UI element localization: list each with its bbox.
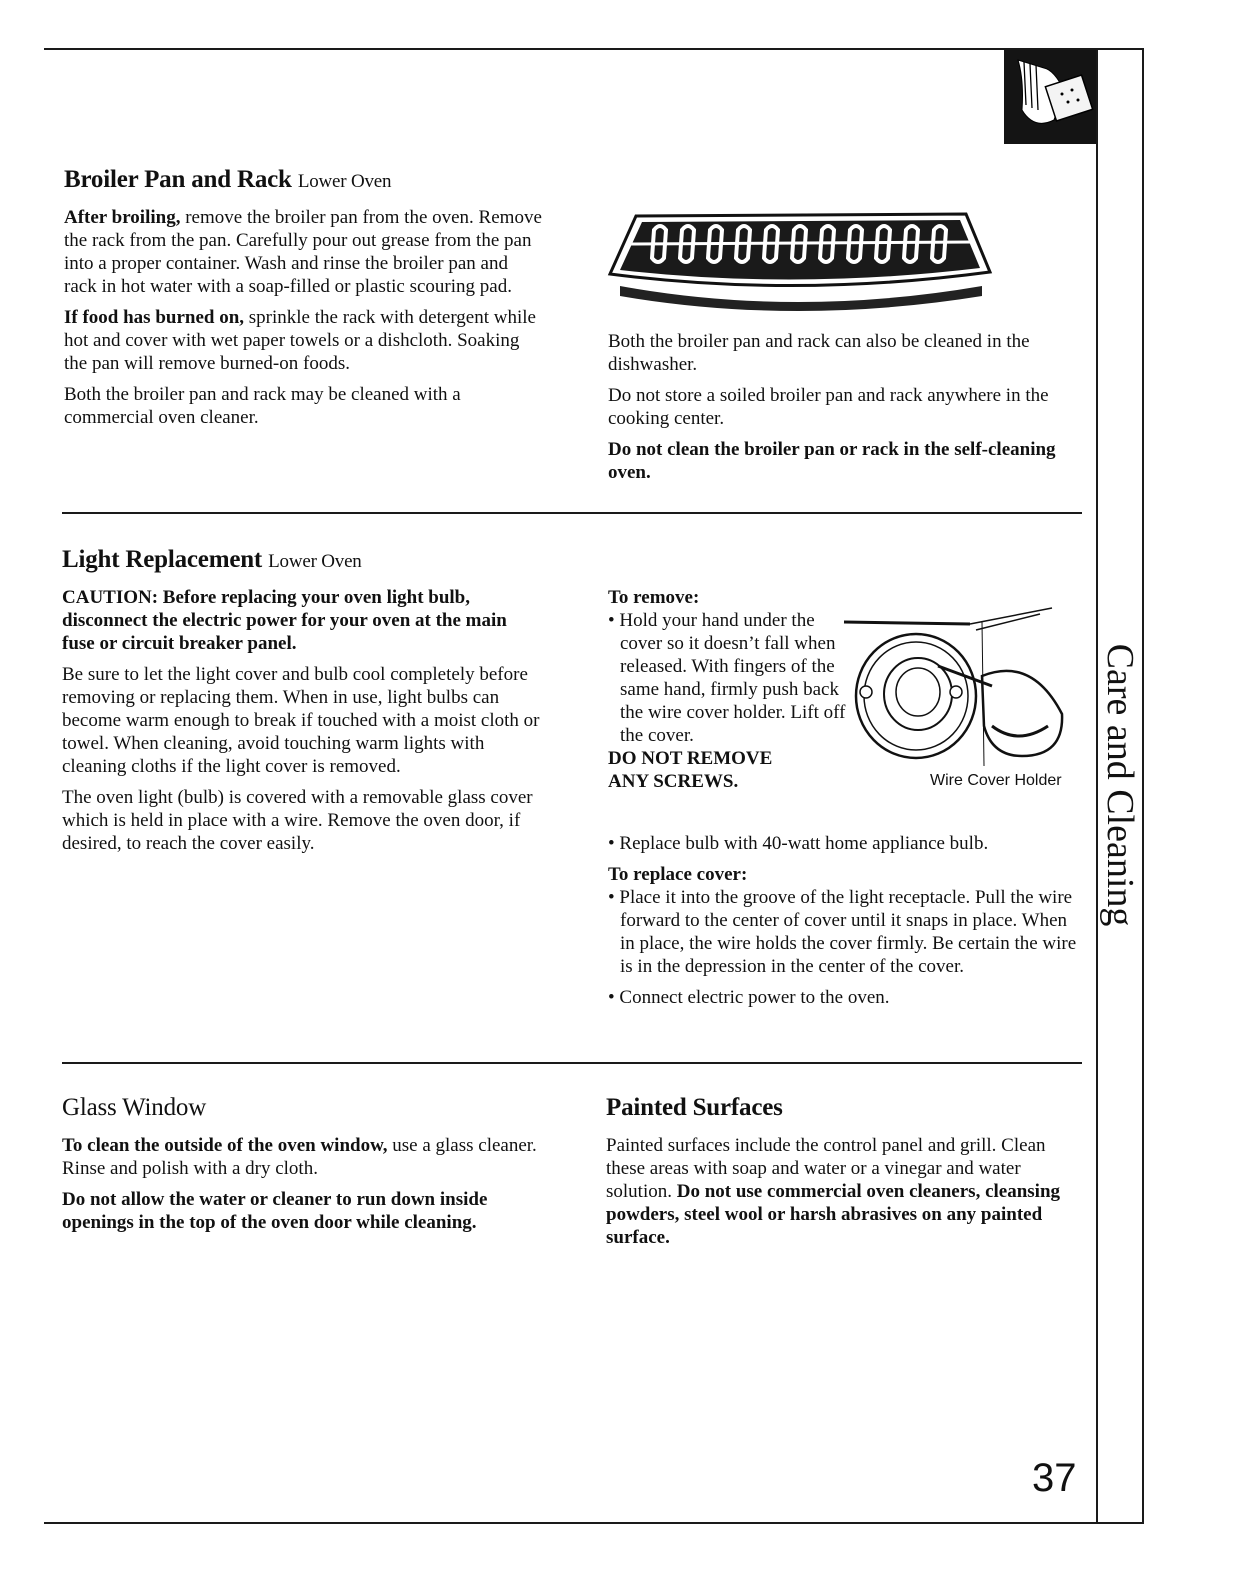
remove-heading bbox=[608, 586, 848, 609]
broiler-p2-lead: If food has burned on, bbox=[64, 307, 245, 328]
glass-p1-lead: To clean the outside of the oven window, bbox=[62, 1135, 388, 1156]
painted-heading: Painted Surfaces bbox=[606, 1094, 783, 1121]
section-side-tab bbox=[1098, 630, 1142, 940]
remove-instructions: • Hold your hand under the cover so it doesn’t fall when released. With fingers of the same hand, firmly push back the wire cover holder. Lift off the cover. bbox=[608, 610, 846, 746]
broiler-right-paragraph-1: Both the broiler pan and rack can also be cleaned in the dishwasher. bbox=[608, 331, 1030, 375]
painted-column bbox=[606, 1134, 1066, 1257]
section-divider-2 bbox=[62, 1062, 1082, 1064]
glass-paragraph-1 bbox=[62, 1134, 540, 1180]
broiler-paragraph-3: Both the broiler pan and rack may be cleaned with a commercial oven cleaner. bbox=[64, 384, 461, 428]
remove-heading-text: To remove: bbox=[608, 587, 700, 608]
light-left-column bbox=[62, 586, 540, 863]
broiler-title: Broiler Pan and Rack bbox=[64, 166, 292, 193]
light-paragraph-1: Be sure to let the light cover and bulb cool completely before removing or replacing them. When in use, light bulbs can become warm enough to break if touched with a moist cloth or towel. When cleaning, avoid touching warm lights with cleaning cloths if the light cover is removed. bbox=[62, 664, 540, 777]
painted-warning-text: Do not use commercial oven cleaners, cleansing powders, steel wool or harsh abrasives on any painted surface. bbox=[606, 1181, 1061, 1248]
broiler-heading bbox=[64, 166, 391, 194]
connect-power-step: • Connect electric power to the oven. bbox=[608, 987, 890, 1008]
glass-warning-text: Do not allow the water or cleaner to run down inside openings in the top of the oven door while cleaning. bbox=[62, 1189, 488, 1233]
light-cover-diagram bbox=[842, 606, 1078, 792]
glass-paragraph-2 bbox=[62, 1188, 540, 1234]
side-tab-label: Care and Cleaning bbox=[1099, 643, 1141, 927]
page-number: 37 bbox=[1032, 1456, 1077, 1500]
no-screws-text: DO NOT REMOVE ANY SCREWS. bbox=[608, 748, 773, 792]
broiler-warning-text: Do not clean the broiler pan or rack in the self-cleaning oven. bbox=[608, 439, 1056, 483]
light-paragraph-2: The oven light (bulb) is covered with a removable glass cover which is held in place with a wire. Remove the oven door, if desired, to reach the cover easily. bbox=[62, 787, 533, 854]
replace-cover-heading-text: To replace cover: bbox=[608, 864, 748, 885]
painted-text: Painted surfaces include the control panel and grill. Clean these areas with soap and water or a vinegar and water solution. bbox=[606, 1135, 1046, 1202]
light-caution-text: CAUTION: Before replacing your oven light bulb, disconnect the electric power for your oven at the main fuse or circuit breaker panel. bbox=[62, 587, 507, 654]
light-heading bbox=[62, 546, 362, 574]
glass-heading: Glass Window bbox=[62, 1094, 207, 1121]
replace-cover-instructions: • Place it into the groove of the light receptacle. Pull the wire forward to the center of cover until it snaps in place. When in place, the wire holds the cover firmly. Be certain the wire is in the depression in the center of the cover. bbox=[608, 887, 1077, 977]
wire-cover-holder-label: Wire Cover Holder bbox=[930, 772, 1062, 789]
broiler-p1-text: remove the broiler pan from the oven. Remove the rack from the pan. Carefully pour out grease from the pan into a proper container. Wash and rinse the broiler pan and rack in hot water with a soap-filled or plastic scouring pad. bbox=[64, 207, 542, 297]
broiler-right-paragraph-2: Do not store a soiled broiler pan and rack anywhere in the cooking center. bbox=[608, 385, 1049, 429]
painted-paragraph bbox=[606, 1134, 1066, 1249]
broiler-paragraph-2 bbox=[64, 306, 542, 375]
light-remove-block bbox=[608, 586, 848, 793]
right-frame-line bbox=[1142, 48, 1144, 1524]
broiler-p2-text: sprinkle the rack with detergent while hot and cover with wet paper towels or a dishcloth. Soaking the pan will remove burned-on foods. bbox=[64, 307, 536, 374]
broiler-p1-lead: After broiling, bbox=[64, 207, 181, 228]
light-title: Light Replacement bbox=[62, 546, 263, 573]
light-caution bbox=[62, 586, 540, 655]
top-rule bbox=[44, 48, 1144, 50]
no-screws-warning bbox=[608, 747, 808, 793]
broiler-paragraph-1 bbox=[64, 206, 542, 298]
light-right-column bbox=[608, 832, 1080, 1017]
replace-bulb-step: • Replace bulb with 40-watt home appliance bulb. bbox=[608, 833, 989, 854]
bottom-rule bbox=[44, 1522, 1144, 1524]
glass-p1-text: use a glass cleaner. Rinse and polish with a dry cloth. bbox=[62, 1135, 537, 1179]
replace-cover-heading bbox=[608, 863, 1080, 886]
cleaning-sponge-icon bbox=[1004, 50, 1096, 144]
broiler-right-column bbox=[608, 330, 1086, 492]
broiler-right-warning bbox=[608, 438, 1086, 484]
broiler-pan-illustration bbox=[606, 206, 994, 318]
broiler-left-column bbox=[64, 206, 542, 437]
glass-column bbox=[62, 1134, 540, 1242]
light-subtitle: Lower Oven bbox=[268, 551, 362, 572]
broiler-subtitle: Lower Oven bbox=[297, 171, 392, 192]
section-divider-1 bbox=[62, 512, 1082, 514]
